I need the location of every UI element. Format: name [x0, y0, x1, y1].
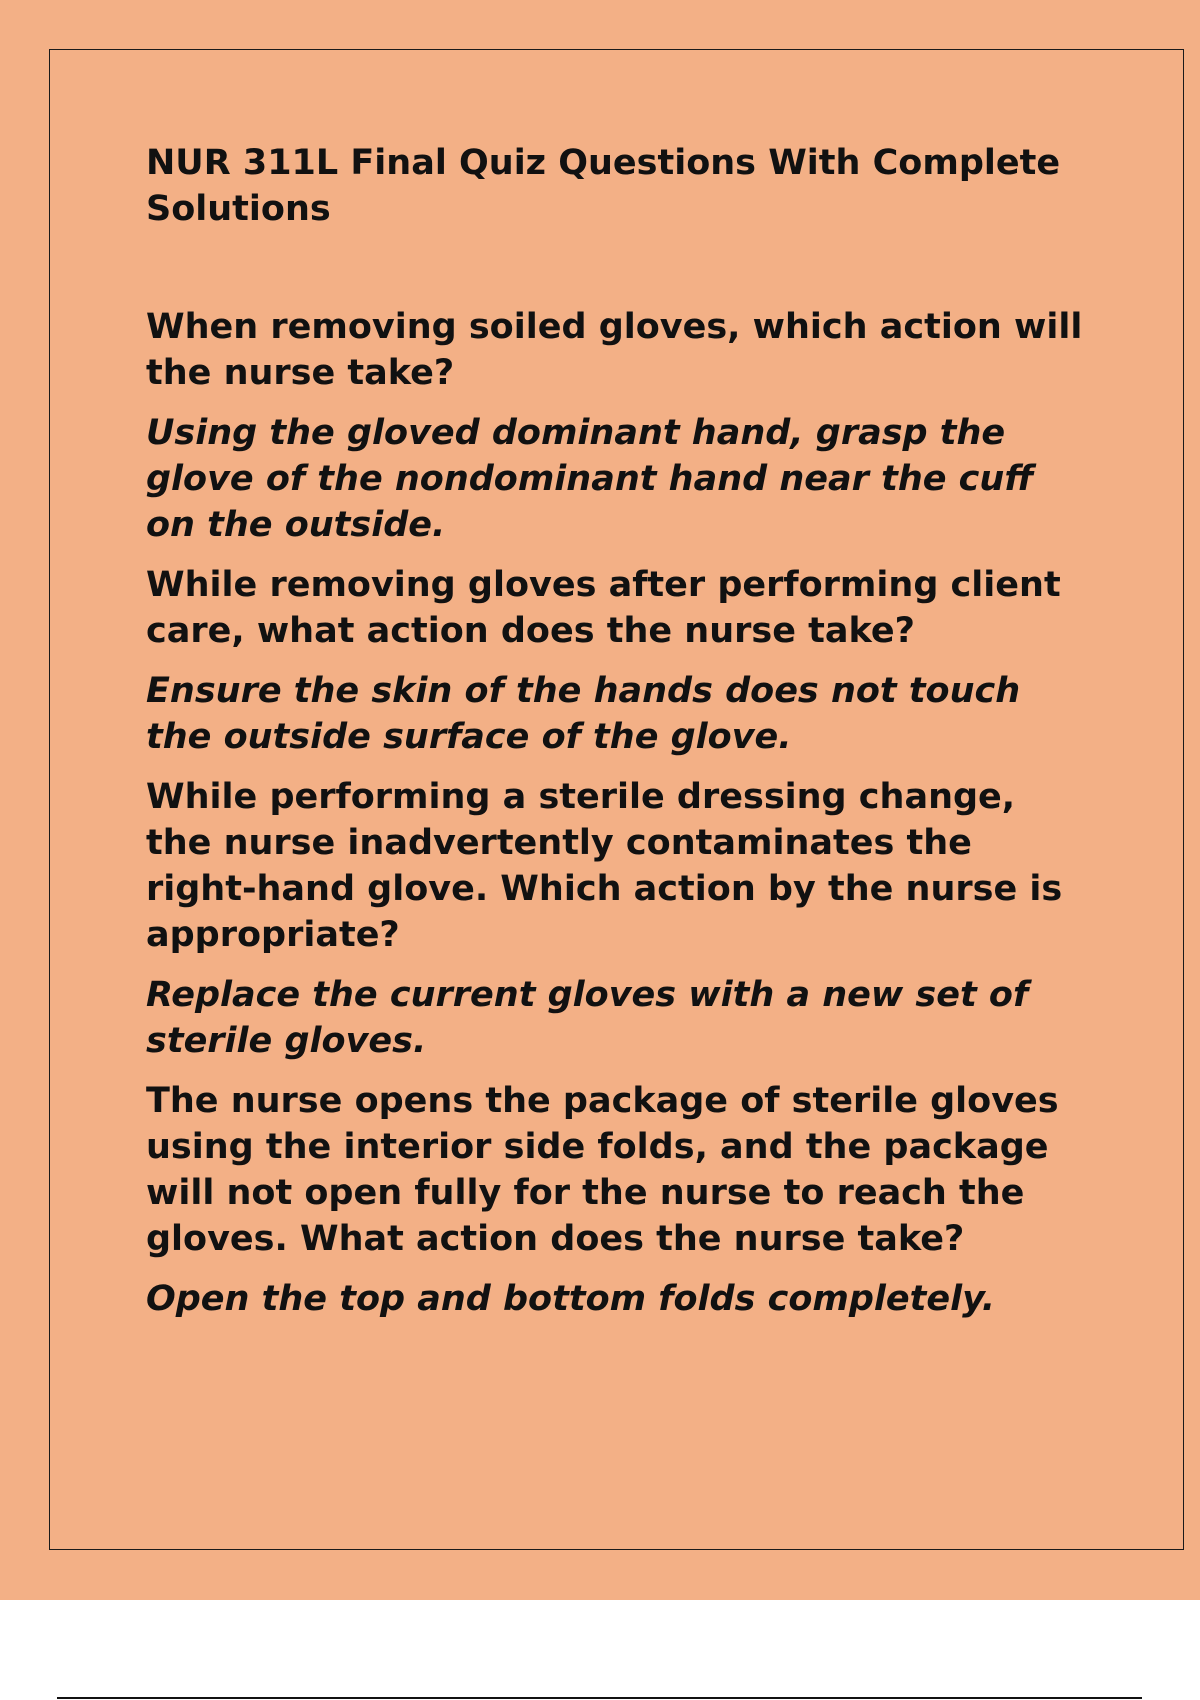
qa-item [146, 562, 1086, 760]
question-text: When removing soiled gloves, which action will the nurse take? [146, 307, 1083, 393]
qa-item [146, 774, 1086, 1064]
answer-text: Ensure the skin of the hands does not touch the outside surface of the glove. [146, 671, 1021, 757]
qa-list [146, 304, 1086, 1322]
answer-text: Using the gloved dominant hand, grasp the glove of the nondominant hand near the cuff on the outside. [146, 413, 1034, 545]
answer-text: Replace the current gloves with a new set of sterile gloves. [146, 975, 1029, 1061]
answer-text: Open the top and bottom folds completely. [146, 1279, 996, 1319]
page-divider-line [57, 1697, 1142, 1699]
question-text: While performing a sterile dressing change, the nurse inadvertently contaminates the right-hand glove. Which action by the nurse is appropriate? [146, 777, 1063, 955]
qa-item [146, 1078, 1086, 1322]
question-text: The nurse opens the package of sterile gloves using the interior side folds, and the package will not open fully for the nurse to reach the gloves. What action does the nurse take? [146, 1081, 1059, 1259]
document-title: NUR 311L Final Quiz Questions With Complete Solutions [146, 143, 1061, 229]
question-text: While removing gloves after performing client care, what action does the nurse take? [146, 565, 1061, 651]
document-content [146, 140, 1086, 1336]
qa-item [146, 304, 1086, 548]
